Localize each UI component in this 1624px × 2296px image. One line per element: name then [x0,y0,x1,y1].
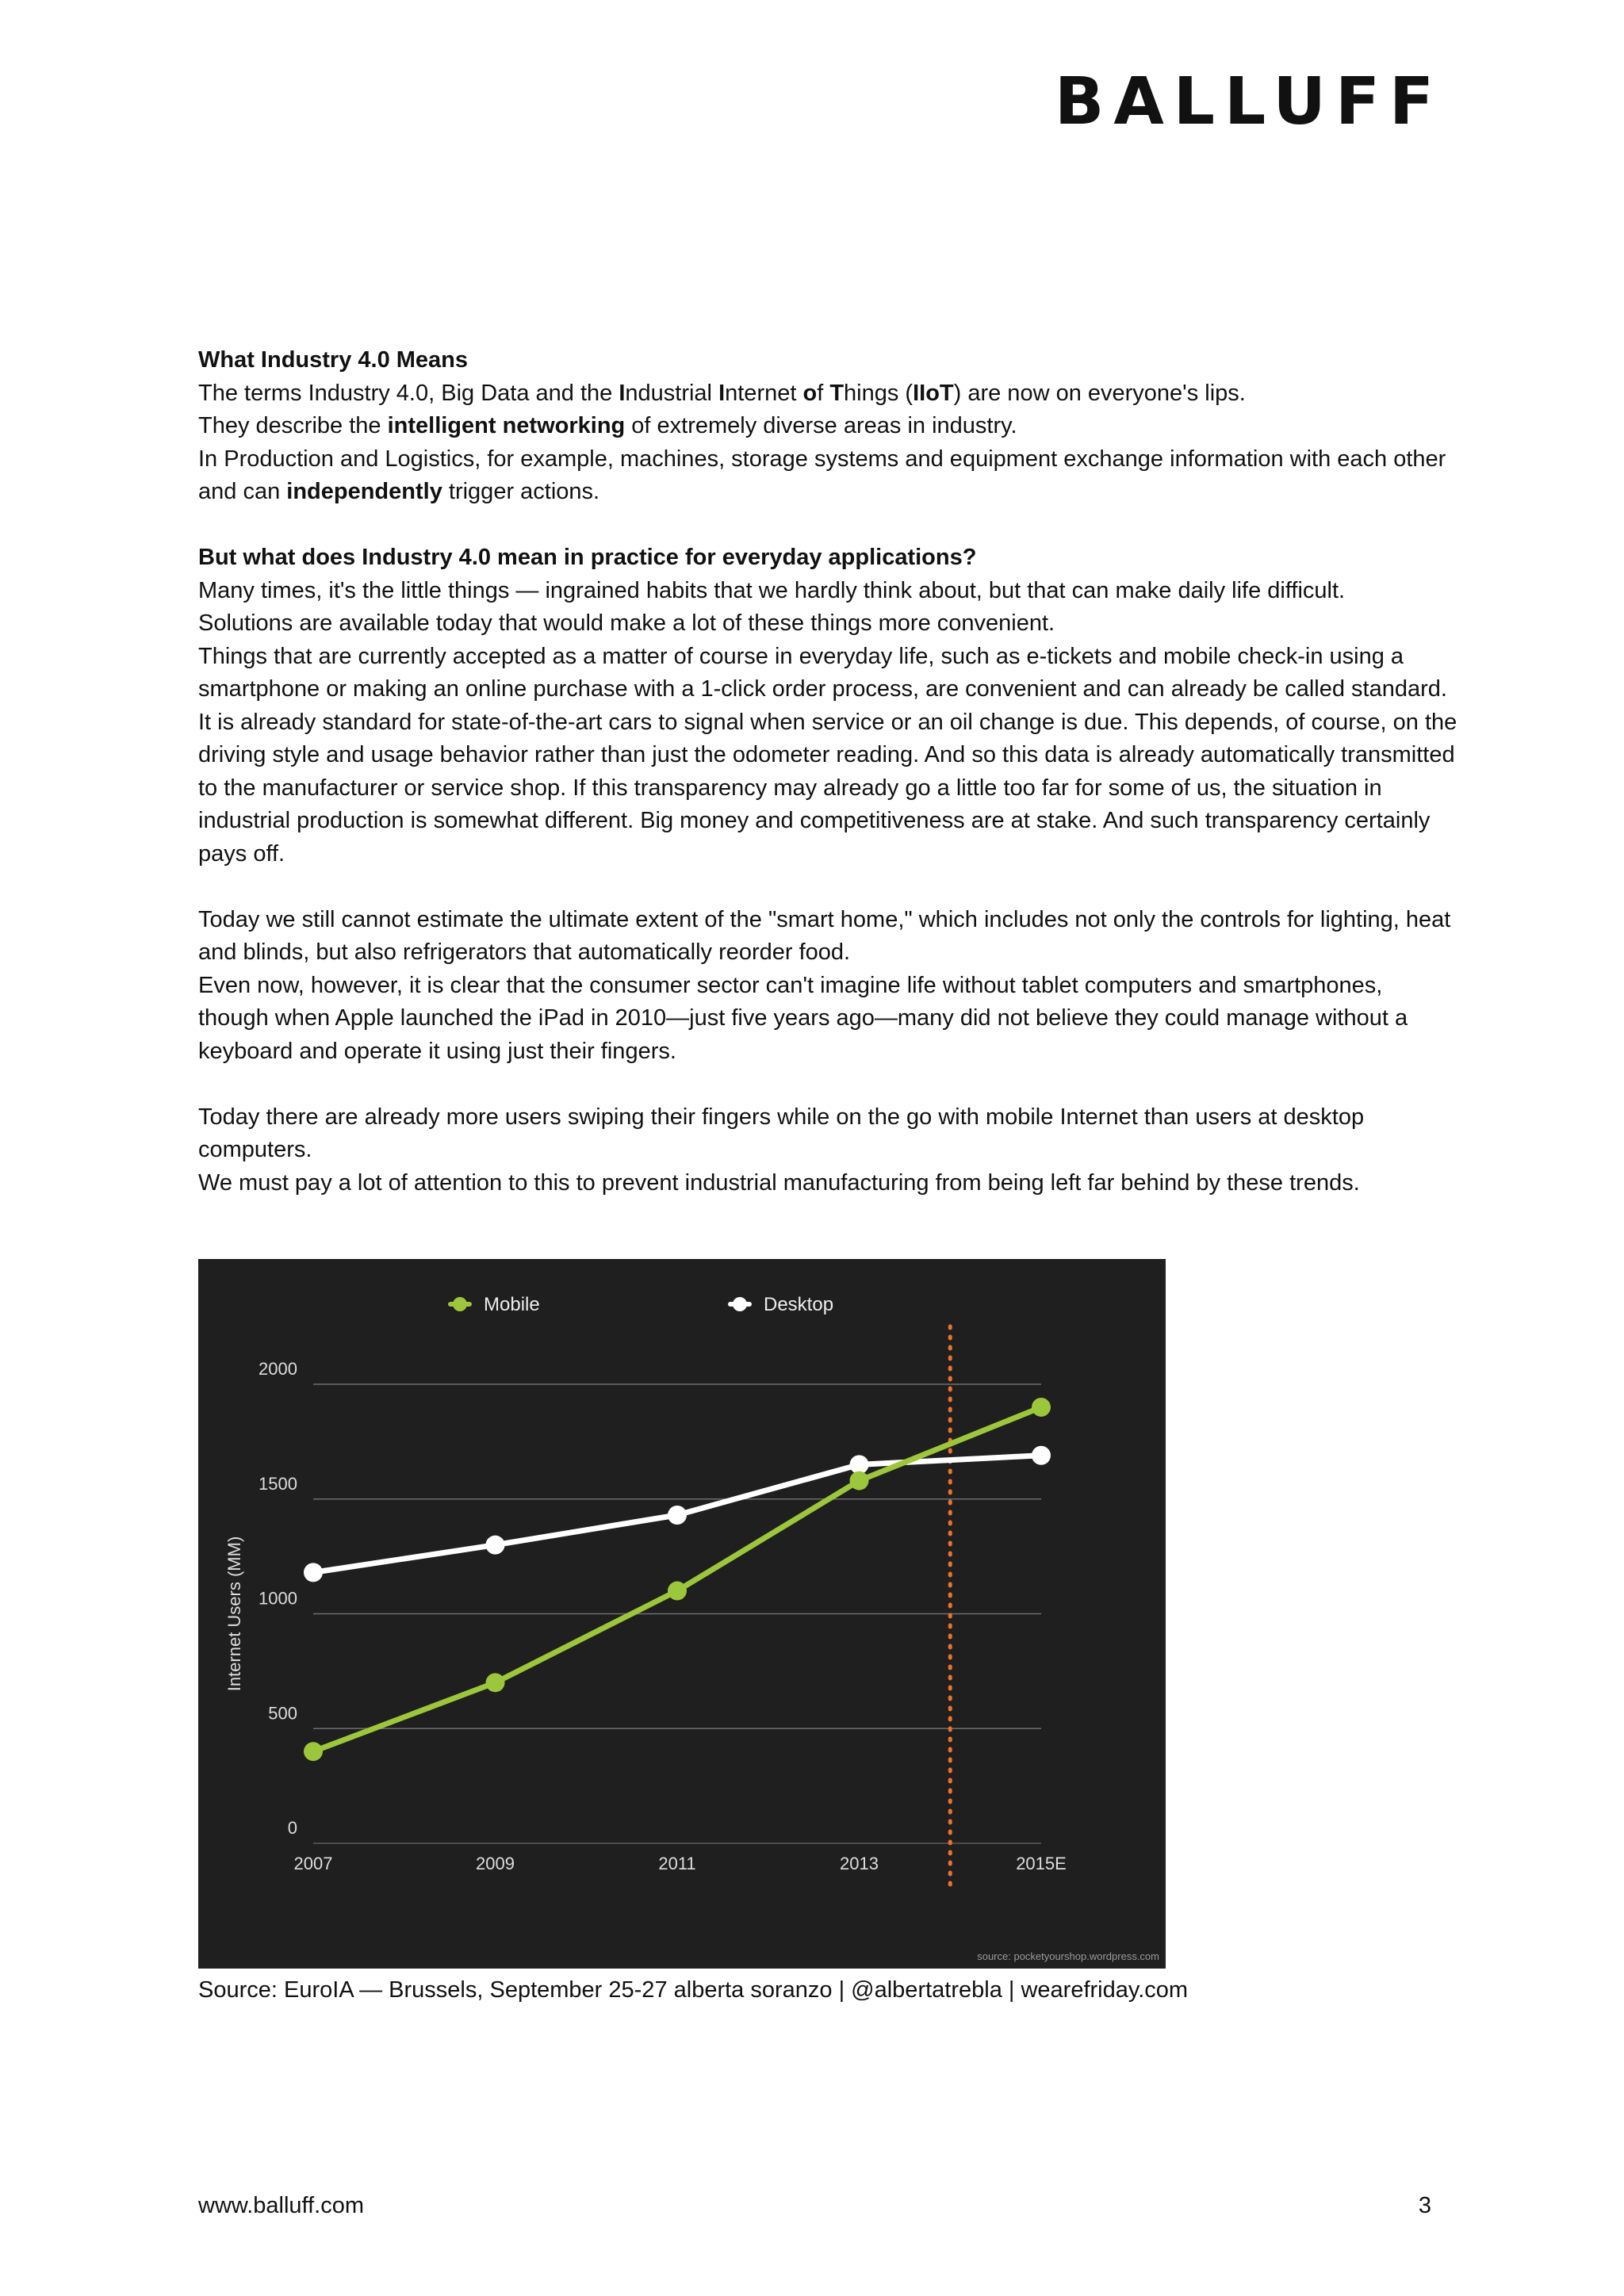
text-run: They describe the [198,413,388,438]
x-tick-label: 2011 [658,1854,696,1873]
bold-text: intelligent networking [387,413,626,438]
bold-text: T [829,380,845,406]
text-run: ndustrial [625,380,719,406]
chart-svg [198,1259,1166,1969]
body-paragraph [198,1101,1459,1167]
bold-text: o [802,380,818,406]
body-paragraph [198,1167,1459,1200]
text-run: The terms Industry 4.0, Big Data and the [198,380,619,406]
y-tick-label: 1500 [259,1473,297,1494]
data-point-mobile [668,1582,687,1601]
section-heading: But what does Industry 4.0 mean in practice for everyday applications? [198,545,977,570]
text-run: of extremely diverse areas in industry. [625,413,1017,438]
body-paragraph [198,706,1459,871]
text-run: It is already standard for state-of-the-art cars to signal when service or an oil change is due. This depends, of course, on the driving style and usage behavior rather than just the odometer reading. And so this data is already automatically transmitted to the manufacturer or service shop. If this transparency may already go a little too far for some of us, the situation in industrial production is somewhat different. Big money and competitiveness are at stake. And such transparency certainly pays off. [198,709,1457,867]
text-run: Today there are already more users swiping their fingers while on the go with mobile Internet than users at desktop computers. [198,1104,1365,1162]
paragraph-gap [198,1068,1459,1101]
page-number: 3 [1418,2193,1431,2218]
body-paragraph [198,443,1459,509]
text-run: Even now, however, it is clear that the consumer sector can't imagine life without tablet computers and smartphones, though when Apple launched the iPad in 2010—just five years ago—many did not believe they could manage without a keyboard and operate it using just their fingers. [198,972,1408,1064]
chart-source-note: source: pocketyourshop.wordpress.com [977,1950,1159,1962]
y-tick-label: 0 [287,1818,297,1838]
internet-users-chart [198,1259,1166,1969]
body-paragraph [198,641,1459,706]
body-paragraph [198,970,1459,1069]
paragraph-gap [198,509,1459,542]
bold-text: I [718,380,726,406]
text-run: hings ( [844,380,914,406]
text-run: We must pay a lot of attention to this to prevent industrial manufacturing from being left far behind by these trends. [198,1169,1360,1196]
bold-text: I [619,380,626,406]
data-point-mobile [850,1471,869,1490]
body-paragraph [198,575,1459,608]
chart-source-caption: Source: EuroIA — Brussels, September 25-27 alberta soranzo | @albertatrebla | wearefriday.com [198,1977,1189,2003]
legend-swatch-dot [733,1297,747,1311]
paragraph-gap [198,871,1459,904]
section-heading: What Industry 4.0 Means [198,347,469,373]
legend-swatch-dot [453,1297,467,1311]
y-tick-label: 500 [268,1703,297,1724]
y-tick-label: 1000 [259,1588,297,1609]
x-tick-label: 2015E [1016,1854,1067,1873]
data-point-mobile [1032,1398,1051,1417]
x-tick-label: 2007 [293,1854,333,1873]
data-point-desktop [668,1506,687,1525]
data-point-mobile [486,1673,505,1692]
text-run: Things that are currently accepted as a matter of course in everyday life, such as e-tickets and mobile check-in using a smartphone or making an online purchase with a 1-click order process, are convenient and can already be called standard. [198,643,1447,702]
text-run: nternet [725,380,803,406]
text-run: Today we still cannot estimate the ultimate extent of the "smart home," which includes not only the controls for lighting, heat and blinds, but also refrigerators that automatically reorder food. [198,906,1451,965]
y-axis-label: Internet Users (MM) [224,1536,244,1692]
x-tick-label: 2013 [840,1854,879,1873]
body-paragraph [198,607,1459,641]
legend-label: Mobile [484,1294,540,1315]
data-point-mobile [304,1742,323,1761]
text-run: ) are now on everyone's lips. [953,380,1246,406]
bold-text: independently [286,479,442,504]
body-paragraph [198,904,1459,970]
x-tick-label: 2009 [476,1854,515,1873]
text-run: Many times, it's the little things — ingrained habits that we hardly think about, but that can make daily life difficult. [198,577,1346,603]
article-body [198,344,1459,1200]
footer-url[interactable]: www.balluff.com [198,2193,364,2218]
body-paragraph [198,410,1459,443]
text-run: Solutions are available today that would make a lot of these things more convenient. [198,610,1055,636]
balluff-logo: BALLUFF [1054,64,1443,140]
y-tick-label: 2000 [259,1359,297,1379]
body-paragraph [198,377,1459,411]
data-point-desktop [486,1536,505,1555]
bold-text: IIoT [913,380,954,406]
data-point-desktop [1032,1446,1051,1465]
text-run: In Production and Logistics, for example, machines, storage systems and equipment exchange information with each other and can [198,446,1446,504]
text-run: f [817,380,830,406]
legend-label: Desktop [764,1294,834,1315]
text-run: trigger actions. [442,479,600,504]
data-point-desktop [304,1563,323,1582]
